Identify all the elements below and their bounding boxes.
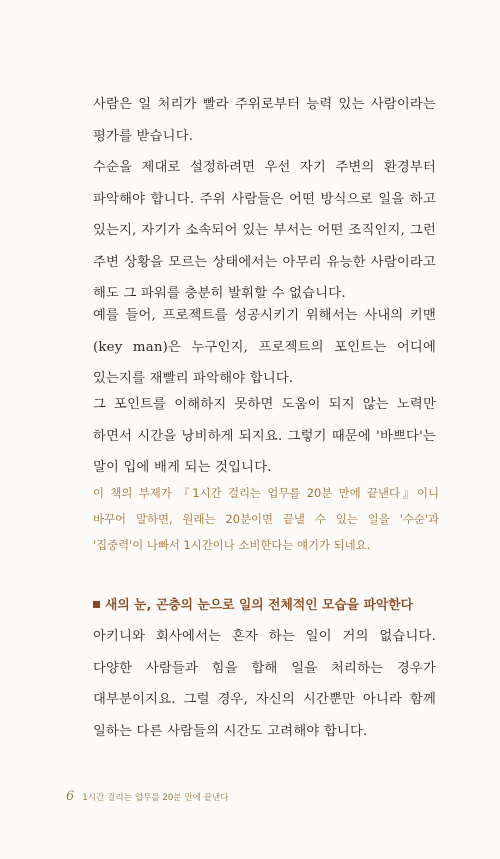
page-footer <box>66 789 229 804</box>
body-paragraph-2: 수순을 제대로 설정하려면 우선 자기 주변의 환경부터 파악해야 합니다. 주위 사람들은 어떤 방식으로 일을 하고 있는지, 자기가 소속되어 있는 부서는 어떤 조직인지, 그런 주변 상황을 모르는 상태에서는 아무리 유능한 사람이라고 해도 그 파워를 충분히 발휘할 수 없습니다. <box>93 160 436 301</box>
section-paragraph: 아키니와 회사에서는 혼자 하는 일이 거의 없습니다. 다양한 사람들과 힘을 합해 일을 처리하는 경우가 대부분이지요. 그럴 경우, 자신의 시간뿐만 아니라 함께 일하는 다른 사람들의 시간도 고려해야 합니다. <box>93 629 436 739</box>
page-number: 6 <box>66 789 75 804</box>
section-heading-text: 새의 눈, 곤충의 눈으로 일의 전체적인 모습을 파악한다 <box>105 598 414 613</box>
body-paragraph-4: 그 포인트를 이해하지 못하면 도움이 되지 않는 노력만 하면서 시간을 낭비하게 되지요. 그렇기 때문에 '바쁘다'는 말이 입에 배게 되는 것입니다. <box>93 397 436 475</box>
body-paragraph-3: 예를 들어, 프로젝트를 성공시키기 위해서는 사내의 키맨(key man)은 누구인지, 프로젝트의 포인트는 어디에 있는지를 재빨리 파악해야 합니다. <box>93 308 436 386</box>
body-paragraph-1: 사람은 일 처리가 빨라 주위로부터 능력 있는 사람이라는 평가를 받습니다. <box>93 97 436 144</box>
running-title: 1시간 걸리는 업무를 20분 만에 끝낸다 <box>82 793 229 803</box>
square-bullet-icon <box>93 601 100 608</box>
highlight-note: 이 책의 부제가 『1시간 걸리는 업무를 20분 만에 끝낸다』이니 바꾸어 말하면, 원래는 20분이면 끝낼 수 있는 일을 '수순'과 '집중력'이 나빠서 1시간이나 소비한다는 얘기가 되네요. <box>93 486 439 552</box>
section-heading <box>93 594 443 613</box>
